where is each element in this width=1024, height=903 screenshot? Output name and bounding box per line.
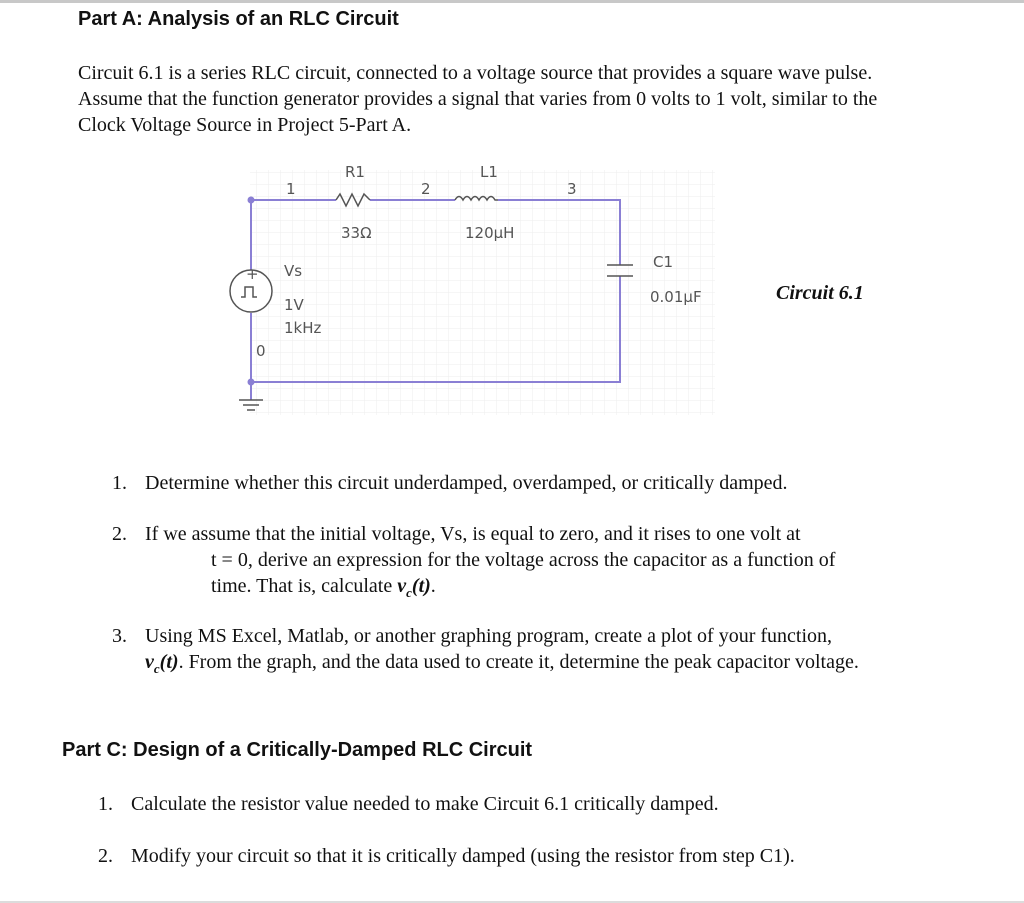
vc-subscript: c [406,585,412,600]
line-2-suffix: . From the graph, and the data used to create it, determine the peak capacitor voltage. [178,651,859,673]
part-c-title: Part C: Design of a Critically-Damped RLC Circuit [62,739,533,761]
top-divider [0,0,1024,3]
question-text-line-2: t = 0, derive an expression for the voltage across the capacitor as a function of [211,549,836,571]
l1-value: 120μH [465,224,515,242]
line-3-prefix: time. That is, calculate [211,575,398,597]
circuit-schematic [220,160,720,420]
node-label-1: 1 [286,180,296,198]
vs-name: Vs [284,262,303,280]
r1-value: 33Ω [341,224,372,242]
c1-name: C1 [653,253,674,271]
line-3-suffix: . [430,575,436,597]
vc-subscript: c [153,661,160,676]
node-dot-0 [248,379,255,386]
item-number: 1. [98,793,113,815]
vc-t: (t) [159,651,179,673]
question-text-line-1: Using MS Excel, Matlab, or another graphing program, create a plot of your function, [145,625,833,647]
grid-background [250,170,715,415]
question-number: 1. [112,472,127,494]
part-a-intro: Circuit 6.1 is a series RLC circuit, connected to a voltage source that provides a square wave pulse. Assume that the function generator provides a signal that varies from 0 volts to 1 volt, similar to the Clock Voltage Source in Project 5-Part A. [78,62,878,136]
r1-name: R1 [345,163,365,181]
question-text-line-3 [211,573,436,606]
vs-plus-sign: + [246,265,259,283]
node-dot-1 [248,197,255,204]
item-text: Calculate the resistor value needed to make Circuit 6.1 critically damped. [131,793,719,815]
vc-symbol [145,651,179,676]
question-text: Determine whether this circuit underdamped, overdamped, or critically damped. [145,472,788,494]
node-label-3: 3 [567,180,577,198]
circuit-diagram [220,160,720,420]
item-text: Modify your circuit so that it is critically damped (using the resistor from step C1). [131,845,795,867]
vc-t: (t) [411,575,431,597]
item-number: 2. [98,845,113,867]
vs-amplitude: 1V [284,296,304,314]
question-number: 2. [112,523,127,545]
circuit-caption: Circuit 6.1 [776,282,864,304]
question-text-line-2 [145,649,859,682]
question-number: 3. [112,625,127,647]
part-a-title: Part A: Analysis of an RLC Circuit [78,8,399,30]
question-text-line-1: If we assume that the initial voltage, Vs, is equal to zero, and it rises to one volt at [145,523,801,545]
vc-symbol [397,575,431,600]
vc-v: v [397,575,407,597]
vs-frequency: 1kHz [284,319,322,337]
l1-name: L1 [480,163,498,181]
c1-value: 0.01μF [650,288,702,306]
node-label-2: 2 [421,180,431,198]
node-label-0: 0 [256,342,266,360]
vc-v: v [145,651,154,673]
